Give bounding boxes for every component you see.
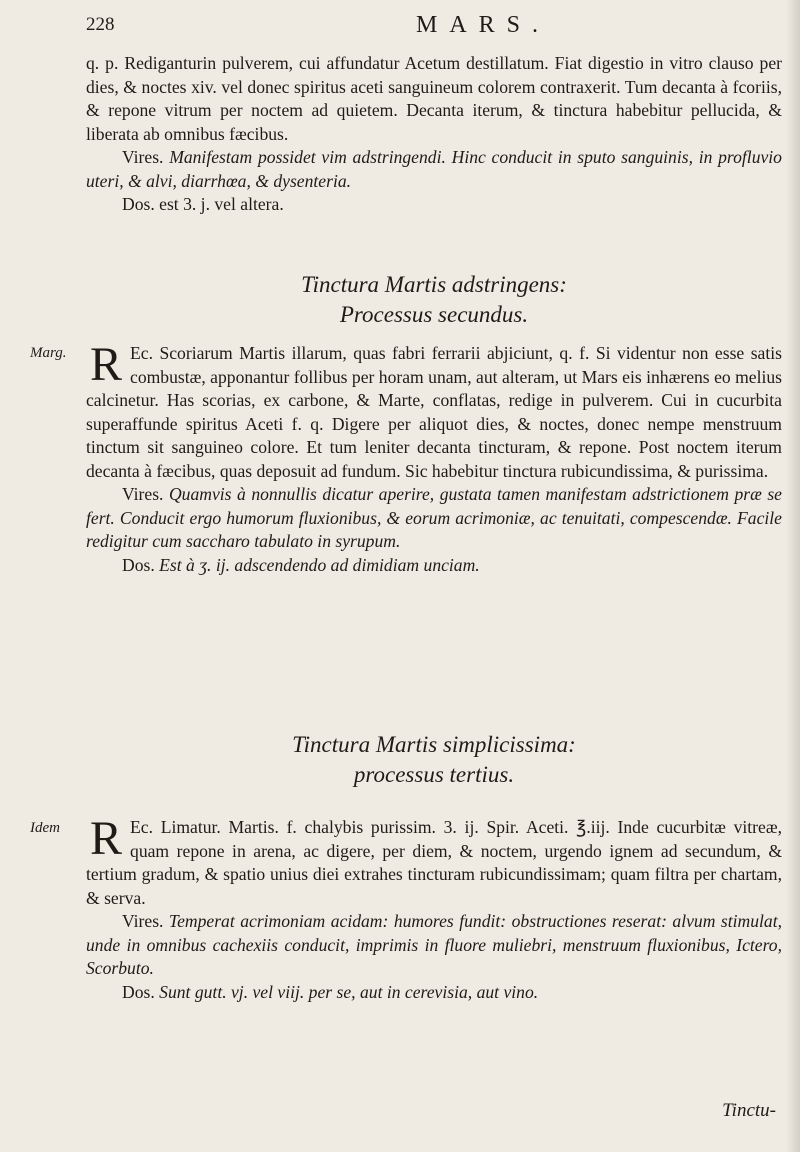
section2-heading <box>86 270 782 330</box>
section3-dose <box>86 981 782 1005</box>
intro-dose: Dos. est 3. j. vel altera. <box>122 194 284 214</box>
section2-body <box>86 338 782 483</box>
intro-paragraph: q. p. Rediganturin pulverem, cui affundatur Acetum destillatum. Fiat digestio in vitro clauso per dies, & noctes xiv. vel donec spiritus aceti sanguineum colorem contraxerit. Tum decanta à fcoriis, & repone vitrum per noctem ad quietem. Decanta iterum, & tinctura habebitur pellucida, & liberata ab omnibus fæcibus. <box>86 53 782 144</box>
section3-vires-text: Temperat acrimoniam acidam: humores fundit: obstructiones reserat: alvum stimulat, unde in omnibus cachexiis conducit, imprimis in fluore muliebri, menstruum fluxionibus, Ictero, Scorbuto. <box>86 911 782 978</box>
section2-block <box>86 338 782 577</box>
section3-body <box>86 812 782 910</box>
section3-vires <box>86 910 782 981</box>
section3-block <box>86 812 782 1004</box>
section3-vires-label: Vires. <box>122 911 164 931</box>
section3-heading <box>86 730 782 790</box>
section2-vires <box>86 483 782 554</box>
intro-vires-label: Vires. <box>122 147 164 167</box>
section3-dose-label: Dos. <box>122 981 155 1002</box>
section2-dose-label: Dos. <box>122 554 155 575</box>
intro-block <box>86 52 782 217</box>
intro-vires <box>86 146 782 193</box>
section2-vires-text: Quamvis à nonnullis dicatur aperire, gustata tamen manifestam adstrictionem præ se fert. Conducit ergo humorum fluxionibus, & eorum acrimoniæ, ac tenuitati, compescendæ. Facile redigitur cum saccharo tabulato in syrupum. <box>86 484 782 551</box>
section2-dropcap: R <box>90 338 123 391</box>
page-edge-shadow <box>786 0 800 1152</box>
section2-dose-text: Est à ʒ. ij. adscendendo ad dimidiam unciam. <box>159 554 480 575</box>
section2-vires-label: Vires. <box>122 484 164 504</box>
intro-vires-text: Manifestam possidet vim adstringendi. Hinc conducit in sputo sanguinis, in profluvio uteri, & alvi, diarrhœa, & dysenteria. <box>86 147 782 191</box>
section2-subtitle: Processus secundus. <box>339 302 529 327</box>
page-number: 228 <box>86 14 115 35</box>
section3-dropcap: R <box>90 812 123 865</box>
running-head <box>86 14 776 42</box>
section2-title: Tinctura Martis adstringens: <box>301 272 567 297</box>
section3-body-text: Ec. Limatur. Martis. f. chalybis purissim. 3. ij. Spir. Aceti. ℥.iij. Inde cucurbitæ vitreæ, quam repone in arena, ac digere, per diem, & noctem, urgendo ignem ad secundum, & tertium gradum, & spatio unius diei extrahes tincturam rubicundissimam; quam filtra per chartam, & serva. <box>86 817 782 908</box>
section3-margin-note: Idem <box>30 820 60 836</box>
catchword: Tinctu- <box>722 1100 776 1121</box>
section3-title: Tinctura Martis simplicissima: <box>292 732 576 757</box>
section2-margin-note: Marg. <box>30 345 67 361</box>
running-title: MARS. <box>416 12 551 38</box>
section3-subtitle: processus tertius. <box>353 762 515 787</box>
section3-dose-text: Sunt gutt. vj. vel viij. per se, aut in cerevisia, aut vino. <box>159 981 539 1002</box>
section2-body-text: Ec. Scoriarum Martis illarum, quas fabri ferrarii abjiciunt, q. f. Si videntur non esse satis combustæ, apponantur follibus per horam unam, aut alteram, ut Mars eis inhærens eo melius calcinetur. Has scorias, ex carbone, & Marte, conflatas, redige in pulverem. Cui in cucurbita superaffunde spiritus Aceti f. q. Digere per aliquot dies, & noctes, donec nempe menstruum tinctum sit sanguineo colore. Et tum leniter decanta tincturam, & repone. Post noctem iterum decanta à fæcibus, quas deposuit ad fundum. Sic habebitur tinctura rubicundissima, & purissima. <box>86 343 782 481</box>
section2-dose <box>86 554 782 578</box>
